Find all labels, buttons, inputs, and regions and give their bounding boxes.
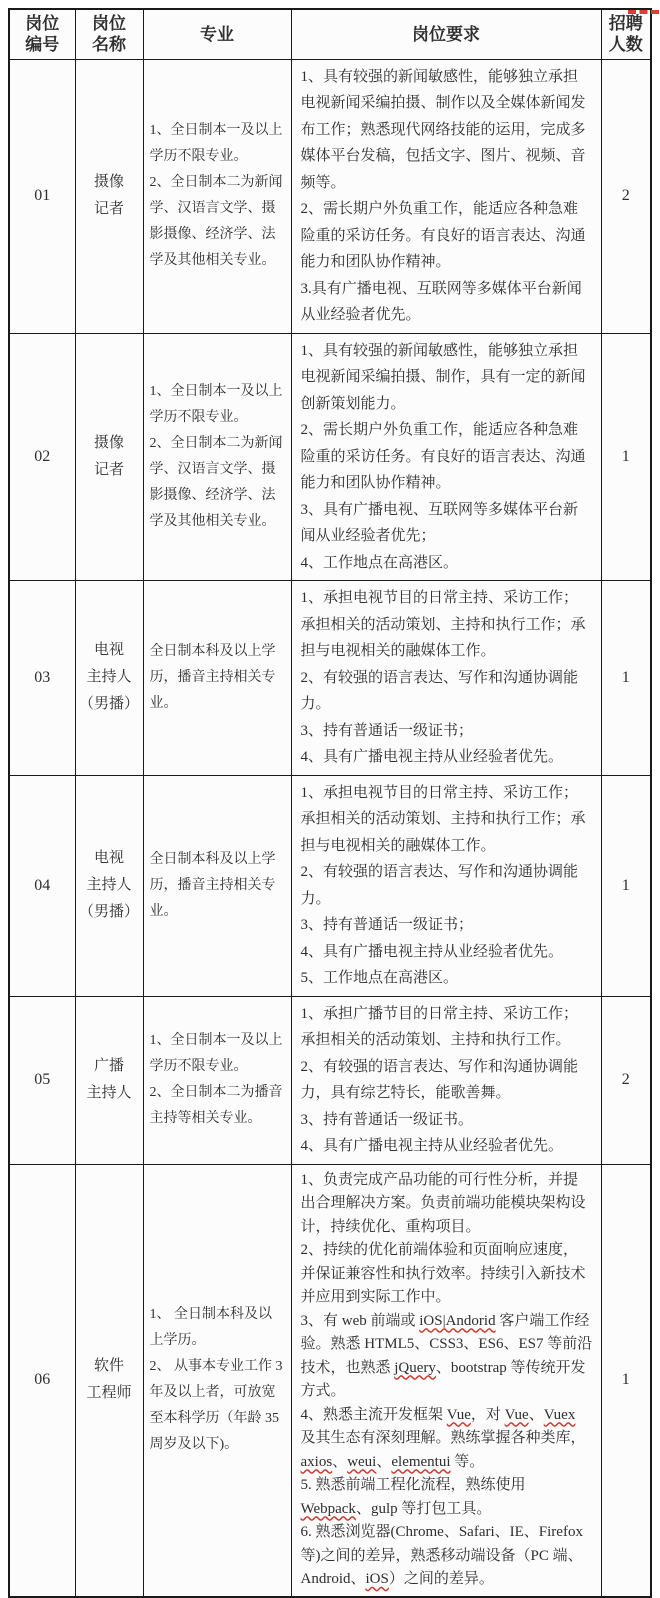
column-header-code xyxy=(9,9,75,59)
misspelled-term: Vuex xyxy=(543,1406,576,1423)
table-row xyxy=(9,333,651,581)
requirement-item: 4、熟悉主流开发框架 Vue，对 Vue、Vuex 及其生态有深刻理解。熟练掌握各种类库，axios、weui、elementui 等。 xyxy=(300,1406,586,1470)
headcount-cell: 1 xyxy=(601,775,651,996)
requirement-item: 1、承担广播节目的日常主持、采访工作；承担相关的活动策划、主持和执行工作。 xyxy=(300,1005,579,1048)
major-item: 2、 从事本专业工作 3 年及以上者，可放宽至本科学历（年龄 35 周岁及以下)。 xyxy=(149,1359,283,1452)
requirement-item: 2、持续的优化前端体验和页面响应速度，并保证兼容性和执行效率。持续引入新技术并应用到实际工作中。 xyxy=(300,1242,586,1305)
requirements-cell xyxy=(291,333,601,581)
position-name-line: 软件 xyxy=(93,1358,124,1374)
position-name-line: （男播） xyxy=(78,696,139,713)
table-row xyxy=(9,581,651,776)
column-header-line: 人数 xyxy=(608,35,643,55)
requirements-cell xyxy=(291,581,601,776)
position-name-line: 广播 xyxy=(93,1058,124,1074)
misspelled-term: Vue xyxy=(504,1406,529,1423)
position-name-cell xyxy=(75,1164,143,1597)
column-header-line: 专业 xyxy=(200,24,234,44)
position-name-line: 主持人 xyxy=(86,669,132,686)
requirement-item: 4、工作地点在高港区。 xyxy=(300,554,459,571)
column-header-headcount xyxy=(601,9,651,59)
major-item: 全日制本科及以上学历，播音主持相关专业。 xyxy=(149,851,276,919)
position-name-cell xyxy=(75,59,143,333)
column-header-line: 岗位 xyxy=(92,14,126,34)
position-name-cell xyxy=(75,775,143,996)
major-cell xyxy=(143,581,291,776)
column-header-line: 编号 xyxy=(25,35,60,55)
table-row xyxy=(9,59,651,333)
table-row xyxy=(9,1164,651,1597)
major-cell xyxy=(143,59,291,333)
misspelled-term: Vue xyxy=(446,1406,471,1423)
headcount-cell: 2 xyxy=(601,59,651,333)
position-name-line: 工程师 xyxy=(86,1385,132,1401)
misspelled-term: elementui xyxy=(391,1453,451,1470)
requirement-item: 1、具有较强的新闻敏感性，能够独立承担电视新闻采编拍摄、制作以及全媒体新闻发布工作；熟悉现代网络技能的运用，完成多媒体平台发稿，包括文字、图片、视频、音频等。 xyxy=(300,68,586,191)
headcount-cell: 1 xyxy=(601,1164,651,1597)
requirement-item: 3.具有广播电视、互联网等多媒体平台新闻从业经验者优先。 xyxy=(300,280,582,323)
table-row xyxy=(9,996,651,1164)
requirement-item: 1、承担电视节目的日常主持、采访工作；承担相关的活动策划、主持和执行工作；承担与电视相关的融媒体工作。 xyxy=(300,784,586,854)
requirements-cell xyxy=(291,775,601,996)
position-code-cell: 01 xyxy=(9,59,75,333)
requirements-cell xyxy=(291,1164,601,1597)
requirement-item: 3、持有普通话一级证书； xyxy=(300,917,474,933)
header-row xyxy=(9,9,651,59)
requirement-item: 1、承担电视节目的日常主持、采访工作；承担相关的活动策划、主持和执行工作；承担与电视相关的融媒体工作。 xyxy=(300,590,586,659)
column-header-line: 岗位要求 xyxy=(412,24,480,44)
position-code-cell: 06 xyxy=(9,1164,75,1597)
requirement-item: 1、负责完成产品功能的可行性分析，并提出合理解决方案。负责前端功能模块架构设计，持续优化、重构项目。 xyxy=(300,1171,586,1235)
headcount-cell: 1 xyxy=(601,333,651,581)
table-body xyxy=(9,59,651,1597)
position-name-line: 主持人 xyxy=(86,1085,132,1101)
misspelled-term: Webpack xyxy=(300,1500,356,1517)
major-item: 1、全日制本一及以上学历不限专业。 xyxy=(149,383,283,425)
requirement-item: 3、有 web 前端或 iOS|Andorid 客户端工作经验。熟悉 HTML5、CSS3、ES6、ES7 等前沿技术，也熟悉 jQuery、bootstrap 等传统开发方式。 xyxy=(300,1312,593,1399)
major-cell xyxy=(143,775,291,996)
major-item: 2、全日制本二为新闻学、汉语言文学、摄影摄像、经济学、法学及其他相关专业。 xyxy=(149,175,283,268)
red-dashed-corner-mark xyxy=(628,10,659,14)
position-name-line: 记者 xyxy=(93,461,124,478)
position-name-line: 记者 xyxy=(93,201,124,217)
requirement-item: 4、具有广播电视主持从业经验者优先。 xyxy=(300,943,564,960)
misspelled-term: weui xyxy=(347,1453,377,1470)
major-cell xyxy=(143,1164,291,1597)
requirements-cell xyxy=(291,996,601,1164)
requirement-item: 5. 熟悉前端工程化流程，熟练使用 Webpack、gulp 等打包工具。 xyxy=(300,1477,526,1517)
major-cell xyxy=(143,333,291,581)
column-header-line: 岗位 xyxy=(25,14,60,34)
position-name-cell xyxy=(75,996,143,1164)
column-header-line: 招聘 xyxy=(608,14,643,34)
requirement-item: 3、持有普通话一级证书； xyxy=(300,722,474,739)
requirement-item: 1、具有较强的新闻敏感性，能够独立承担电视新闻采编拍摄、制作，具有一定的新闻创新策划能力。 xyxy=(300,342,586,412)
recruitment-table xyxy=(8,8,652,1598)
position-name-cell xyxy=(75,581,143,776)
position-name-line: 摄像 xyxy=(93,174,124,190)
major-item: 1、全日制本一及以上学历不限专业。 xyxy=(149,123,283,164)
position-name-line: 电视 xyxy=(93,850,124,866)
major-item: 1、 全日制本科及以上学历。 xyxy=(149,1307,272,1348)
position-code-cell: 03 xyxy=(9,581,75,776)
misspelled-term: iOS|Andorid xyxy=(419,1312,496,1329)
requirement-item: 6. 熟悉浏览器(Chrome、Safari、IE、Firefox 等)之间的差异，熟悉移动端设备（PC 端、Android、iOS）之间的差异。 xyxy=(300,1524,583,1587)
position-name-line: （男播） xyxy=(78,904,139,920)
requirement-item: 2、有较强的语言表达、写作和沟通协调能力，具有综艺特长，能歌善舞。 xyxy=(300,1058,579,1101)
table-row xyxy=(9,775,651,996)
misspelled-term: axios xyxy=(300,1453,333,1470)
column-header-requirements xyxy=(291,9,601,59)
major-item: 2、全日制本二为播音主持等相关专业。 xyxy=(149,1085,283,1126)
position-name-cell xyxy=(75,333,143,581)
requirement-item: 2、有较强的语言表达、写作和沟通协调能力。 xyxy=(300,669,579,712)
position-code-cell: 05 xyxy=(9,996,75,1164)
requirement-item: 3、持有普通话一级证书。 xyxy=(300,1111,474,1128)
requirement-item: 3、具有广播电视、互联网等多媒体平台新闻从业经验者优先； xyxy=(300,501,579,544)
column-header-major xyxy=(143,9,291,59)
headcount-cell: 1 xyxy=(601,581,651,776)
requirement-item: 4、具有广播电视主持从业经验者优先。 xyxy=(300,749,564,765)
requirement-item: 2、需长期户外负重工作，能适应各种急难险重的采访任务。有良好的语言表达、沟通能力和团队协作精神。 xyxy=(300,422,586,491)
requirement-item: 2、需长期户外负重工作，能适应各种急难险重的采访任务。有良好的语言表达、沟通能力和团队协作精神。 xyxy=(300,201,586,270)
major-item: 全日制本科及以上学历，播音主持相关专业。 xyxy=(149,643,276,711)
requirement-item: 5、工作地点在高港区。 xyxy=(300,970,459,986)
position-code-cell: 04 xyxy=(9,775,75,996)
column-header-line: 名称 xyxy=(92,35,126,55)
major-cell xyxy=(143,996,291,1164)
column-header-name xyxy=(75,9,143,59)
position-name-line: 电视 xyxy=(93,642,124,659)
position-code-cell: 02 xyxy=(9,333,75,581)
major-item: 1、全日制本一及以上学历不限专业。 xyxy=(149,1033,283,1074)
misspelled-term: iOS xyxy=(365,1571,389,1587)
major-item: 2、全日制本二为新闻学、汉语言文学、摄影摄像、经济学、法学及其他相关专业。 xyxy=(149,435,283,529)
table-header xyxy=(9,9,651,59)
requirement-item: 4、具有广播电视主持从业经验者优先。 xyxy=(300,1138,564,1154)
misspelled-term: jQuery xyxy=(394,1359,436,1376)
requirements-cell xyxy=(291,59,601,333)
requirement-item: 2、有较强的语言表达、写作和沟通协调能力。 xyxy=(300,864,579,907)
position-name-line: 摄像 xyxy=(93,434,124,451)
headcount-cell: 2 xyxy=(601,996,651,1164)
position-name-line: 主持人 xyxy=(86,877,132,893)
